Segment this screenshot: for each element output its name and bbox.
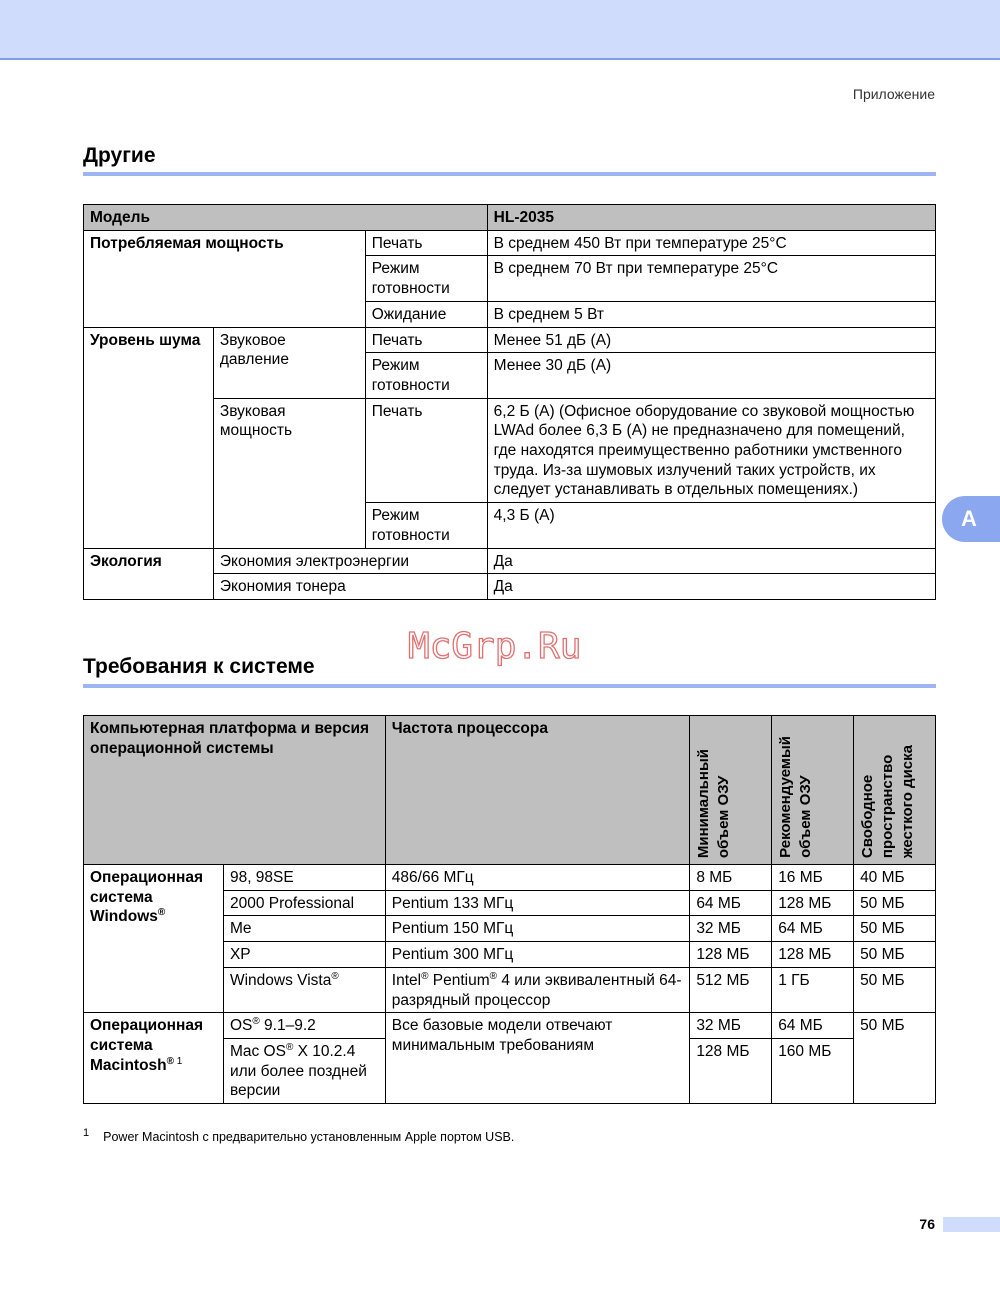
sound-power-label: Звуковая мощность	[213, 398, 365, 548]
heading-rule	[83, 172, 936, 176]
table-cell: Me	[223, 916, 385, 942]
sound-pressure-label: Звуковое давление	[213, 327, 365, 398]
windows-label: Операционная система Windows®	[84, 865, 224, 1013]
table-cell: 1 ГБ	[772, 967, 854, 1012]
sound-power-ready-value: 4,3 Б (A)	[487, 503, 935, 548]
energy-saving-value: Да	[487, 548, 935, 574]
table-cell: 128 МБ	[690, 942, 772, 968]
pressure-print-value: Менее 51 дБ (A)	[487, 327, 935, 353]
sound-power-print-label: Печать	[365, 398, 487, 503]
header-min-ram: Минимальный объем ОЗУ	[690, 716, 772, 865]
table-cell: 128 МБ	[772, 890, 854, 916]
toner-saving-label: Экономия тонера	[213, 574, 487, 600]
footnote-number: 1	[83, 1127, 90, 1139]
specs-table	[83, 204, 936, 600]
header-platform: Компьютерная платформа и версия операционной системы	[84, 716, 386, 865]
power-ready-label: Режим готовности	[365, 256, 487, 301]
table-cell: 2000 Professional	[223, 890, 385, 916]
model-value: HL-2035	[487, 205, 935, 231]
power-sleep-label: Ожидание	[365, 301, 487, 327]
energy-saving-label: Экономия электроэнергии	[213, 548, 487, 574]
watermark: McGrp.Ru	[408, 626, 582, 667]
mac-cpu: Все базовые модели отвечают минимальным требованиям	[385, 1013, 690, 1104]
footnote-text: Power Macintosh с предварительно установленным Apple портом USB.	[103, 1130, 515, 1144]
sound-power-print-value: 6,2 Б (A) (Офисное оборудование со звуковой мощностью LWAd более 6,3 Б (A) не предназначено для помещений, где находятся преимущественно работники умственного труда. Из-за шумовых излучений таких устройств, их следует устанавливать в отдельных помещениях.)	[487, 398, 935, 503]
table-cell: 50 МБ	[854, 1013, 936, 1104]
table-cell: 128 МБ	[772, 942, 854, 968]
table-cell: 50 МБ	[854, 942, 936, 968]
toner-saving-value: Да	[487, 574, 935, 600]
top-band	[0, 0, 1000, 60]
ecology-label: Экология	[84, 548, 214, 599]
pressure-ready-value: Менее 30 дБ (A)	[487, 353, 935, 398]
pressure-print-label: Печать	[365, 327, 487, 353]
vista-version: Windows Vista®	[223, 967, 385, 1012]
sound-power-ready-label: Режим готовности	[365, 503, 487, 548]
table-cell: 32 МБ	[690, 1013, 772, 1039]
table-cell: 50 МБ	[854, 890, 936, 916]
table-cell: Pentium 133 МГц	[385, 890, 690, 916]
power-label: Потребляемая мощность	[84, 230, 366, 327]
power-print-label: Печать	[365, 230, 487, 256]
table-cell: 32 МБ	[690, 916, 772, 942]
noise-label: Уровень шума	[84, 327, 214, 548]
table-cell: 50 МБ	[854, 967, 936, 1012]
table-cell: 64 МБ	[690, 890, 772, 916]
power-sleep-value: В среднем 5 Вт	[487, 301, 935, 327]
power-print-value: В среднем 450 Вт при температуре 25°C	[487, 230, 935, 256]
section-title-system: Требования к системе	[83, 655, 315, 678]
system-requirements-table	[83, 715, 936, 1104]
header-rec-ram: Рекомендуемый объем ОЗУ	[772, 716, 854, 865]
vista-cpu: Intel® Pentium® 4 или эквивалентный 64-разрядный процессор	[385, 967, 690, 1012]
table-cell: 50 МБ	[854, 916, 936, 942]
appendix-tab: A	[942, 496, 1000, 542]
header-cpu: Частота процессора	[385, 716, 690, 865]
mac-os9-version: OS® 9.1–9.2	[223, 1013, 385, 1039]
footnote	[83, 1127, 515, 1144]
mac-osx-version: Mac OS® X 10.2.4 или более поздней версии	[223, 1038, 385, 1103]
table-cell: XP	[223, 942, 385, 968]
running-header: Приложение	[852, 86, 935, 102]
table-cell: 98, 98SE	[223, 865, 385, 891]
table-cell: 128 МБ	[690, 1038, 772, 1103]
table-cell: 160 МБ	[772, 1038, 854, 1103]
table-cell: 16 МБ	[772, 865, 854, 891]
section-title-other: Другие	[83, 144, 156, 167]
table-cell: 486/66 МГц	[385, 865, 690, 891]
mac-label: Операционная система Macintosh® $^1$	[84, 1013, 224, 1104]
table-cell: 40 МБ	[854, 865, 936, 891]
page-number: 76	[919, 1216, 935, 1232]
power-ready-value: В среднем 70 Вт при температуре 25°C	[487, 256, 935, 301]
page-tab	[943, 1217, 1000, 1232]
table-cell: Pentium 150 МГц	[385, 916, 690, 942]
table-cell: Pentium 300 МГц	[385, 942, 690, 968]
pressure-ready-label: Режим готовности	[365, 353, 487, 398]
heading-rule	[83, 684, 936, 688]
table-cell: 64 МБ	[772, 1013, 854, 1039]
header-disk: Свободное пространство жесткого диска	[854, 716, 936, 865]
table-cell: 64 МБ	[772, 916, 854, 942]
model-label: Модель	[84, 205, 488, 231]
table-cell: 8 МБ	[690, 865, 772, 891]
table-cell: 512 МБ	[690, 967, 772, 1012]
